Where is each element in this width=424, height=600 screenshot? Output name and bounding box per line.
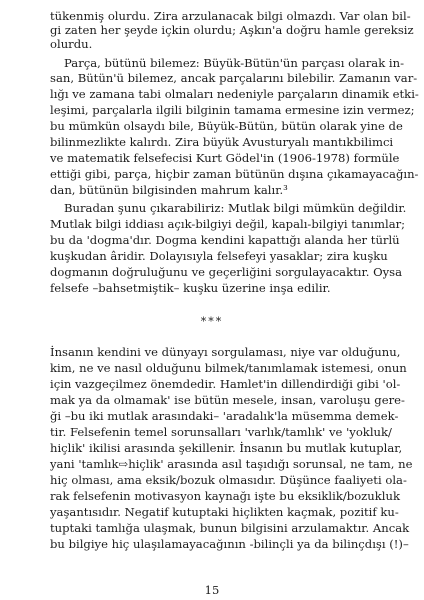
text-line: tuptaki tamlığa ulaşmak, bunun bilgisini arzulamaktır. Ancak <box>50 521 410 535</box>
text-line: gi zaten her şeyde içkin olurdu; Aşkın'a doğru hamle gereksiz <box>50 23 414 37</box>
text-line: için vazgeçilmez önemdedir. Hamlet'in dillendirdiği gibi 'ol- <box>50 377 401 391</box>
text-line: hiç olması, ama eksik/bozuk olmasıdır. Düşünce faaliyeti ola- <box>50 473 407 487</box>
text-line: ği –bu iki mutlak arasındaki– 'aradalık'la müsemma demek- <box>50 409 399 423</box>
text-line: bu da 'dogma'dır. Dogma kendini kapattığı alanda her türlü <box>50 233 400 247</box>
text-line: lığı ve zamana tabi olmaları nedeniyle parçaların dinamik etki- <box>50 87 419 101</box>
text-line: Buradan şunu çıkarabiliriz: Mutlak bilgi mümkün değildir. <box>64 201 407 215</box>
text-line: olurdu. <box>50 37 93 51</box>
text-line: leşimi, parçalarla ilgili bilginin tamama ermesine izin vermez; <box>50 103 415 117</box>
text-line: bu bilgiye hiç ulaşılamayacağının -bilinçli ya da bilinçdışı (!)– <box>50 537 409 551</box>
text-line: kim, ne ve nasıl olduğunu bilmek/tanımlamak istemesi, onun <box>50 361 407 375</box>
text-line: kuşkudan âridir. Dolayısıyla felsefeyi yasaklar; zira kuşku <box>50 249 388 263</box>
text-line: yaşantısıdır. Negatif kutuptaki hiçlikten kaçmak, pozitif ku- <box>50 505 399 519</box>
section-separator: *** <box>200 315 224 328</box>
text-line: mak ya da olmamak' ise bütün mesele, insan, varoluşu gere- <box>50 393 405 407</box>
text-line: dogmanın doğruluğunu ve geçerliğini sorgulayacaktır. Oysa <box>50 265 403 279</box>
text-line: yani 'tamlık⇨hiçlik' arasında asıl taşıdığı sorunsal, ne tam, ne <box>50 457 413 471</box>
text-line: dan, bütünün bilgisinden mahrum kalır.³ <box>50 183 288 197</box>
text-line: rak felsefenin motivasyon kaynağı işte bu eksiklik/bozukluk <box>50 489 400 503</box>
text-line: bu mümkün olsaydı bile, Büyük-Bütün, bütün olarak yine de <box>50 119 403 133</box>
text-line: bilinmezlikte kalırdı. Zira büyük Avusturyalı mantıkbilimci <box>50 135 394 149</box>
text-line: ettiği gibi, parça, hiçbir zaman bütünün dışına çıkamayacağın- <box>50 167 419 181</box>
text-line: tükenmiş olurdu. Zira arzulanacak bilgi olmazdı. Var olan bil- <box>50 9 411 23</box>
text-line: tir. Felsefenin temel sorunsalları 'varlık/tamlık' ve 'yokluk/ <box>50 425 392 439</box>
text-line: Parça, bütünü bilemez: Büyük-Bütün'ün parçası olarak in- <box>64 56 405 70</box>
text-line: ve matematik felsefecisi Kurt Gödel'in (1906-1978) formüle <box>50 151 400 165</box>
text-line: hiçlik' ikilisi arasında şekillenir. İnsanın bu mutlak kutuplar, <box>50 441 403 455</box>
text-line: felsefe –bahsetmiştik– kuşku üzerine inşa edilir. <box>50 281 331 295</box>
text-line: Mutlak bilgi iddiası açık-bilgiyi değil, kapalı-bilgiyi tanımlar; <box>50 217 406 231</box>
text-line: san, Bütün'ü bilemez, ancak parçalarını bilebilir. Zamanın var- <box>50 71 418 85</box>
page-number: 15 <box>204 583 220 597</box>
text-line: İnsanın kendini ve dünyayı sorgulaması, niye var olduğunu, <box>50 345 401 359</box>
